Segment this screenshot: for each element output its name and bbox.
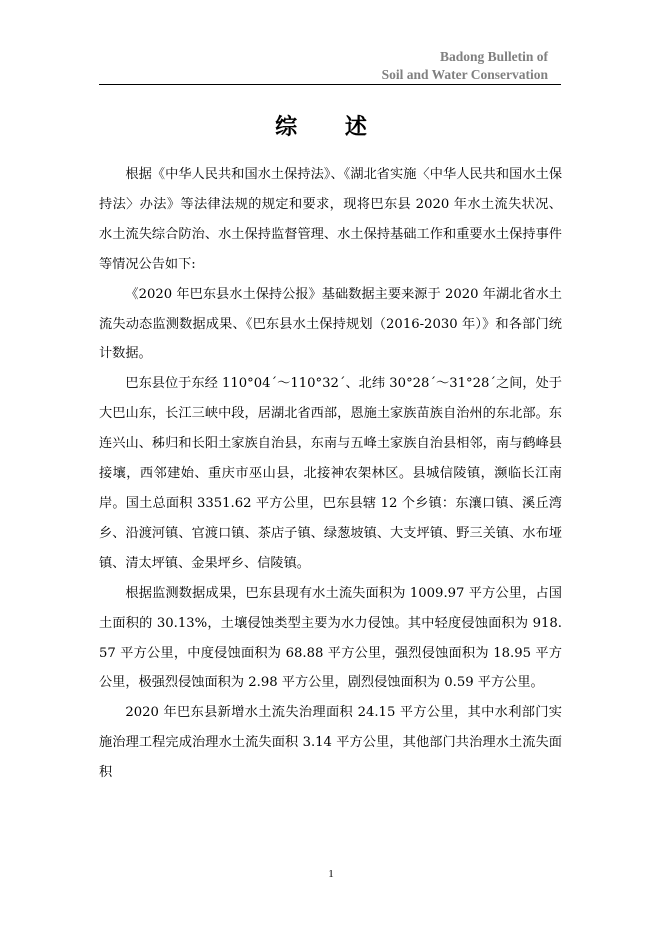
paragraph-erosion-status: 根据监测数据成果，巴东县现有水土流失面积为 1009.97 平方公里，占国土面积的 30.13%，土壤侵蚀类型主要为水力侵蚀。其中轻度侵蚀面积为 918.57 平方公里，中度侵蚀面积为 68.88 平方公里，强烈侵蚀面积为 18.95 平方公里，极强烈侵蚀面积为 2.98 平方公里，剧烈侵蚀面积为 0.59 平方公里。 [99, 585, 562, 691]
paragraph-intro: 根据《中华人民共和国水土保持法》、《湖北省实施〈中华人民共和国水土保持法〉办法》等法律法规的规定和要求，现将巴东县 2020 年水土流失状况、水土流失综合防治、水土保持监督管理、水土保持基础工作和重要水土保持事件等情况公告如下: [99, 167, 562, 272]
body-text [99, 160, 562, 788]
header-line-1: Badong Bulletin of [439, 49, 548, 64]
section-title: 综 述 [275, 115, 387, 140]
header-divider [99, 84, 561, 85]
page-number: 1 [328, 868, 334, 880]
paragraph-location: 巴东县位于东经 110°04´～110°32´、北纬 30°28´～31°28´之间，处于大巴山东，长江三峡中段，居湖北省西部，恩施土家族苗族自治州的东北部。东连兴山、秭归和长阳土家族自治县，东南与五峰土家族自治县相邻，南与鹤峰县接壤，西邻建始、重庆市巫山县，北接神农架林区。县城信陵镇，濒临长江南岸。国土总面积 3351.62 平方公里，巴东县辖 12 个乡镇：东瀼口镇、溪丘湾乡、沿渡河镇、官渡口镇、茶店子镇、绿葱坡镇、大支坪镇、野三关镇、水布垭镇、清太坪镇、金果坪乡、信陵镇。 [99, 376, 562, 571]
paragraph-treatment: 2020 年巴东县新增水土流失治理面积 24.15 平方公里，其中水利部门实施治理工程完成治理水土流失面积 3.14 平方公里，其他部门共治理水土流失面积 [99, 705, 562, 781]
paragraph-data-source: 《2020 年巴东县水土保持公报》基础数据主要来源于 2020 年湖北省水土流失动态监测数据成果、《巴东县水土保持规划（2016-2030 年）》和各部门统计数据。 [99, 286, 562, 362]
running-header [382, 48, 548, 84]
header-line-2: Soil and Water Conservation [381, 67, 548, 82]
